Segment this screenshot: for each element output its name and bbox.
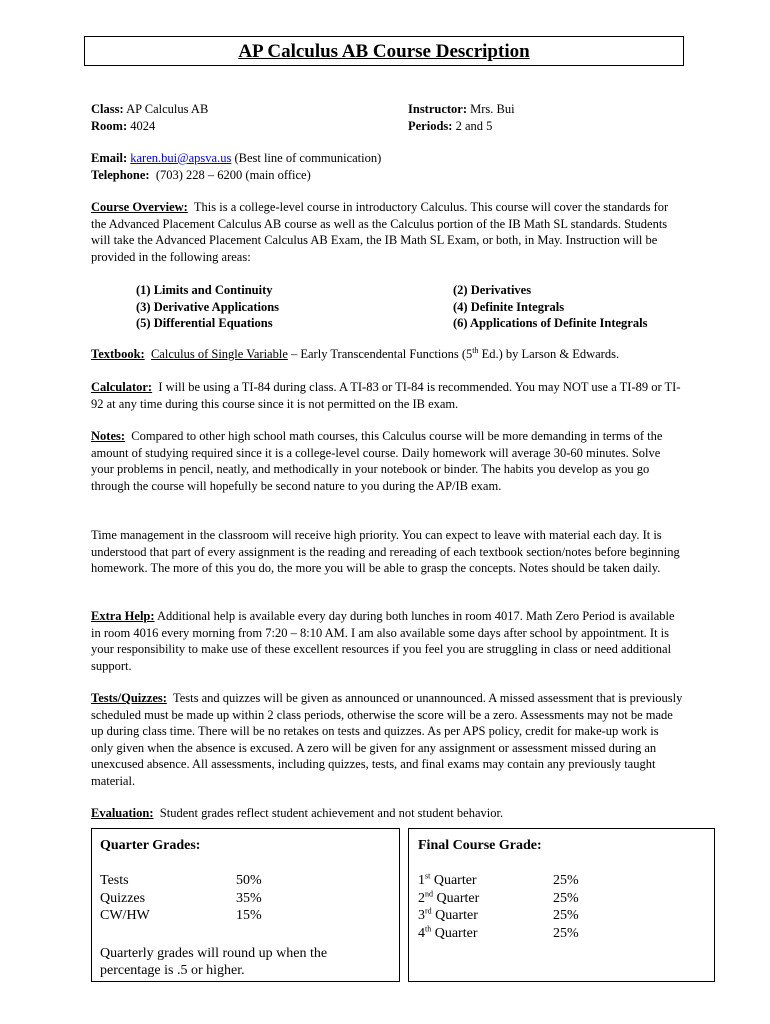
- notes-heading: Notes:: [91, 429, 126, 443]
- quarter-row-label: CW/HW: [100, 908, 150, 923]
- calculator-paragraph: [91, 379, 683, 412]
- areas-left-column: [136, 282, 279, 332]
- instructor-label: Instructor:: [408, 102, 468, 116]
- evaluation-text: Student grades reflect student achievement and not student behavior.: [159, 806, 504, 820]
- email-label: Email:: [91, 151, 128, 165]
- email-link[interactable]: karen.bui@apsva.us: [130, 151, 232, 165]
- final-row-num: 4: [418, 926, 425, 941]
- email-note: (Best line of communication): [234, 151, 382, 165]
- area-item: (6) Applications of Definite Integrals: [453, 316, 648, 330]
- final-row: [418, 908, 478, 925]
- final-grade-box: [408, 828, 715, 982]
- overview-paragraph: [91, 199, 683, 265]
- area-item: (1) Limits and Continuity: [136, 283, 273, 297]
- final-row-value: 25%: [553, 908, 579, 923]
- area-item: (5) Differential Equations: [136, 316, 273, 330]
- room-value: 4024: [130, 119, 156, 133]
- final-row-label: Quarter: [433, 873, 477, 888]
- quarter-grades-box: [91, 828, 400, 982]
- quarter-row-value: 50%: [236, 873, 262, 888]
- quarter-row-label: Tests: [100, 873, 129, 888]
- overview-heading: Course Overview:: [91, 200, 188, 214]
- textbook-heading: Textbook:: [91, 347, 145, 361]
- final-row-label: Quarter: [435, 908, 478, 923]
- area-item: (4) Definite Integrals: [453, 299, 565, 314]
- quarter-row-value: 35%: [236, 891, 262, 906]
- overview-text: This is a college-level course in introductory Calculus. This course will cover the standards for the Advanced Placement Calculus AB course as well as the Calculus portion of the IB Math SL standards. Students will take the Advanced Placement Calculus AB Exam, the IB Math SL Exam, or both, in May. Instruction will be provided in the following areas:: [91, 200, 669, 264]
- textbook-paragraph: [91, 346, 683, 363]
- final-row: [418, 891, 479, 908]
- tests-paragraph: [91, 690, 683, 789]
- area-item: (3) Derivative Applications: [136, 299, 280, 314]
- final-row-num: 3: [418, 908, 425, 923]
- page-title: AP Calculus AB Course Description: [238, 41, 530, 62]
- final-grade-heading: Final Course Grade:: [418, 838, 542, 853]
- final-row-label: Quarter: [434, 926, 478, 941]
- areas-right-column: [453, 282, 647, 332]
- quarter-row-value: 15%: [236, 908, 262, 923]
- time-management-paragraph: Time management in the classroom will receive high priority. You can expect to leave with material each day. It is understood that part of every assignment is the reading and rereading of each textbook section/notes before beginning homework. The more of this you do, the more you will be able to grasp the concepts. Notes should be taken daily.: [91, 528, 680, 575]
- final-row-label: Quarter: [436, 891, 480, 906]
- calculator-heading: Calculator:: [91, 380, 153, 394]
- final-row-sup: th: [425, 924, 432, 934]
- quarter-row-label: Quizzes: [100, 891, 146, 906]
- notes-text: Compared to other high school math courses, this Calculus course will be more demanding in terms of the amount of studying required since it is a college-level course. Daily homework will average 30-60 minutes. Solve your problems in pencil, neatly, and methodically in your notebook or binder. The habits you develop as you go through the course will hopefully be second nature to you during the AP/IB exam.: [91, 429, 663, 493]
- final-row-sup: st: [425, 871, 431, 881]
- tests-heading: Tests/Quizzes:: [91, 691, 167, 705]
- instructor-line: [408, 101, 515, 118]
- periods-line: [408, 118, 492, 135]
- quarter-grades-heading: Quarter Grades:: [100, 838, 201, 853]
- calculator-text: I will be using a TI-84 during class. A TI-83 or TI-84 is recommended. You may NOT use a TI-89 or TI-92 at any time during this course since it is not permitted on the IB exam.: [91, 380, 681, 411]
- final-row-sup: rd: [425, 906, 432, 916]
- final-row-value: 25%: [553, 873, 579, 888]
- textbook-sup: th: [472, 345, 479, 355]
- title-box: [84, 36, 684, 66]
- tests-text: Tests and quizzes will be given as announced or unannounced. A missed assessment that is previously scheduled must be made up within 2 class periods, otherwise the score will be a zero. Assessments may not be made up during class time. There will be no retakes on tests and quizzes. As per APS policy, credit for make-up work is only given when the absence is excused. A zero will be given for any assignment or assessment missed during an unexcused absence. All assessments, including quizzes, tests, and final exams may contain any previously taught material.: [91, 691, 683, 788]
- area-item: (2) Derivatives: [453, 283, 532, 297]
- periods-value: 2 and 5: [455, 119, 493, 133]
- final-row-value: 25%: [553, 891, 579, 906]
- email-line: [91, 150, 381, 167]
- periods-label: Periods:: [408, 119, 453, 133]
- class-line: [91, 101, 208, 118]
- final-row-num: 1: [418, 873, 425, 888]
- evaluation-paragraph: [91, 805, 683, 822]
- room-label: Room:: [91, 119, 128, 133]
- quarter-rounding-note: Quarterly grades will round up when the percentage is .5 or higher.: [100, 946, 328, 978]
- evaluation-heading: Evaluation:: [91, 806, 154, 820]
- extra-help-paragraph: [91, 608, 683, 674]
- textbook-title: Calculus of Single Variable: [150, 347, 288, 361]
- room-line: [91, 118, 155, 135]
- class-label: Class:: [91, 102, 124, 116]
- phone-line: [91, 167, 311, 184]
- final-row-value: 25%: [553, 926, 579, 941]
- textbook-details: – Early Transcendental Functions (5: [287, 347, 473, 361]
- final-row-num: 2: [418, 891, 425, 906]
- extra-help-heading: Extra Help:: [91, 609, 155, 623]
- class-value: AP Calculus AB: [126, 102, 209, 116]
- final-row: [418, 926, 478, 943]
- phone-label: Telephone:: [91, 168, 150, 182]
- final-row: [418, 873, 477, 890]
- phone-value: (703) 228 – 6200 (main office): [155, 168, 311, 182]
- extra-help-text: Additional help is available every day during both lunches in room 4017. Math Zero Period is available in room 4016 every morning from 7:20 – 8:10 AM. I am also available some days after school by appointment. It is your responsibility to make use of these excellent resources if you feel you are struggling in class or need additional support.: [91, 609, 675, 673]
- instructor-value: Mrs. Bui: [470, 102, 515, 116]
- textbook-details-end: Ed.) by Larson & Edwards.: [478, 347, 620, 361]
- final-row-sup: nd: [425, 889, 433, 899]
- notes-paragraph: [91, 428, 683, 494]
